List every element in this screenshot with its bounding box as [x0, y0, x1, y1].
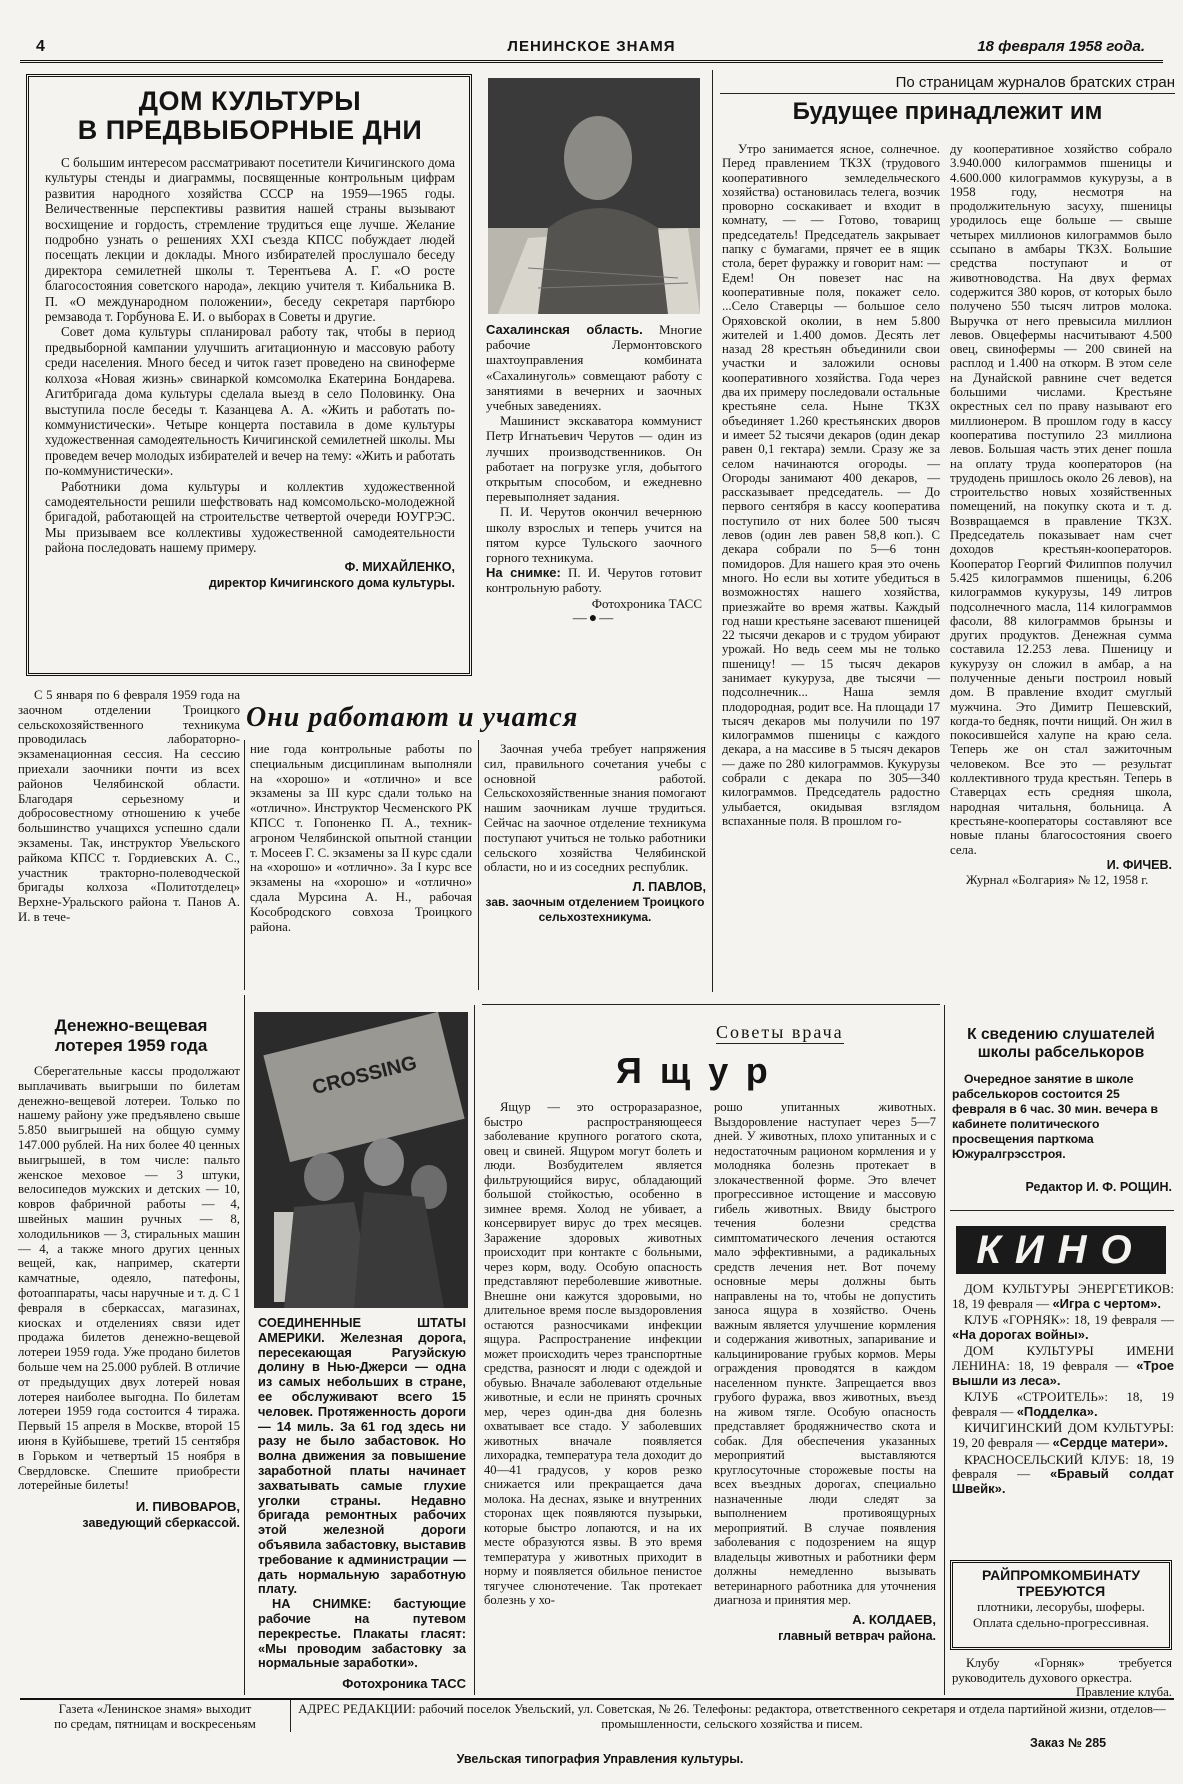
ad-title-2: ТРЕБУЮТСЯ	[1016, 1583, 1106, 1599]
paragraph: ние года контрольные работы по специальным дисциплинам выполняли на «хорошо» и «отлично» и все экзамены за III курс сдали только на «отлично». Инструктор Чесменского РК КПСС т. Гопоненко П. А., техник-агроном Челябинской опытной станции т. Мосеев Г. С. экзамены за II курс сдали на «хорошо» и «отлично». За I курс все экзамены на «хорошо» и «отлично» сдала Мурсина А. Н., рабочая Кособродского совхоза Троицкого района.	[250, 742, 472, 934]
footer-print: Увельская типография Управления культуры.	[456, 1752, 744, 1766]
cinema-dates: 18, 19 февраля —	[952, 1295, 1053, 1311]
paragraph: Работники дома культуры и коллектив художественной самодеятельности решили шефствовать над комсомольско-молодежной бригадой, работающей на строительстве четвертой очереди ЮУГРЭС. Мы призываем все коллективы художественной самодеятельности района последовать нашему примеру.	[45, 478, 455, 556]
club-notice	[952, 1656, 1172, 1700]
caption-text: Многие рабочие Лермонтовского шахтоуправления комбината «Сахалинуголь» совмещают работу с занятиями в вечерних и заочных учебных заведениях.	[486, 322, 703, 414]
issue-date: 18 февраля 1958 года.	[977, 38, 1145, 55]
paragraph: Заочная учеба требует напряжения сил, правильного сочетания учебы с основной работой. Сельскохозяйственные знания помогают нашим заочникам лучше трудиться. Сейчас на заочное отделение техникума поступают учиться не только работники сельского хозяйства Челябинской области, но и из соседних республик.	[484, 742, 706, 875]
doctor-kicker: Советы врача	[716, 1022, 844, 1042]
cinema-items	[952, 1282, 1174, 1496]
cinema-venue: ДОМ КУЛЬТУРЫ ЭНЕРГЕТИКОВ:	[964, 1281, 1174, 1296]
article-study-col1	[18, 688, 240, 925]
column-rule	[244, 740, 245, 990]
photo-strike-workers	[254, 1012, 468, 1308]
paragraph: ду кооперативное хозяйство собрало 3.940.000 килограммов пшеницы и 4.600.000 килограммов кукурузы, а в 1958 году, несмотря на продолжительную засуху, пшеницы уродилось еще больше — свыше четырех миллионов килограммов было ссыпано в амбары ТКЗХ. Большие средства поступают и от животноводства. На двух фермах содержится 380 коров, от которых было получено 550 тысяч литров молока. Выручка от него превысила миллион левов. Овцефермы насчитывают 4.500 овец, свинофермы — 200 свиней на расплод и 1.400 на откорм. В этом селе на Дунайской равнине счет ведется большими числами. Крестьяне окрестных сел по праву называют его миллионером. В прошлом году в кассу кооператива поступило 23 миллиона левов. Большая часть этих денег пошла на оплату труда кооператоров (на трудодень пришлось около 26 левов), на строительство новых хозяйственных помещений, на покупку скота и т. д. Возвращаемся в правление ТКЗХ. Председатель показывает нам счет доходов крестьян-кооператоров. Кооператор Георгий Филиппов получил 5.425 килограммов пшеницы, 6.206 килограммов кукурузы, 149 литров подсолнечного масла, 114 килограммов фасоли, 88 килограммов брынзы и других продуктов. Денежная сумма составила 12.253 лева. Пшеницу и кукурузу он сложил в амбар, а на полученные деньги построил новый дом. В правление входит смуглый мужчина. Это Димитр Пешевский, когда-то бедняк, почти нищий. Он жил в покосившейся халупе на краю села. Теперь же он стал зажиточным человеком. Все это — результат коллективного труда крестьян. Теперь в Ставерцах есть средняя школа, народная читальня, больница. А крестьяне-кооператоры составляют все новые планы благосостояния своего села.	[950, 142, 1172, 857]
photo-image	[488, 78, 700, 314]
separator: —●—	[572, 610, 616, 626]
cinema-film: «Бравый солдат Швейк».	[952, 1466, 1175, 1496]
photo-image	[254, 1012, 468, 1308]
article-title-study: Они работают и учатся	[246, 702, 579, 733]
paragraph: Ящур — это остроразаразное, быстро распространяющееся заболевание крупного рогатого скота, овец и свиней. Ящуром могут болеть и люди. Возбудителем является фильтрующийся вирус, обладающий большой стойкостью, особенно в зимнее время. Холод не убивает, а консервирует вирус до трех месяцев. Заражение здоровых животных происходит при контакте с больными, через корм, воду. Особую опасность представляют переболевшие животные. Внешне они кажутся здоровыми, но длительное время после выздоровления остаются разносчиками инфекции ящура. Распространение инфекции может происходить через транспортные средства, разносят и люди с одеждой и обувью. Вначале заболевают отдельные животные, и если не принять срочных мер, через один-два дня болезнь охватывает все стадо. У заболевших животных вначале появляется лихорадка, температура тела доходит до 40—41 градусов, у коров резко снижается или прекращается дача молока. На деснах, языке и внутренних сторонах щек появляются пузырьки, которые быстро лопаются, и на их месте образуются язвы. В это время температура у животных приходит в норму и появляется обильное пенистое тягучее слюнотечение. Так протекает болезнь у хо-	[484, 1100, 702, 1607]
article-future-col2	[950, 142, 1172, 887]
article-title: ДОМ КУЛЬТУРЫ	[138, 86, 362, 116]
paragraph: Совет дома культуры спланировал работу так, чтобы в период предвыборной кампании улучшить агитационную и массовую работу среди населения. Много бесед и читок газет проведено на свиноферме колхоза «Новая жизнь» свинаркой комсомолка Екатерина Бондарева. Агитбригада дома культуры сделала выезд в село Половинку. Она выступила после беседы т. Казанцева А. А. «Жить и работать по-коммунистически». Четыре концерта поставила в доме культуры художественная самодеятельность Кичигинской семилетней школы. Мы проведем вечер молодых избирателей и вечер на тему: «Жить и работать по-коммунистически».	[45, 324, 455, 479]
source-note: Журнал «Болгария» № 12, 1958 г.	[966, 872, 1149, 887]
cinema-film: «Подделка».	[1016, 1403, 1098, 1419]
cinema-venue: КЛУБ «СТРОИТЕЛЬ»:	[964, 1389, 1127, 1405]
cinema-dates: 18, 19 февраля —	[1017, 1357, 1137, 1373]
article-dom-kultury	[26, 74, 472, 676]
footer-line-2: по средам, пятницам и воскресеньям	[54, 1716, 256, 1731]
cinema-item	[952, 1344, 1174, 1388]
author-name: И. ФИЧЕВ.	[1106, 857, 1172, 872]
paragraph: рошо упитанных животных. Выздоровление наступает через 5—7 дней. У животных, плохо упитанных и с недостаточным рационом кормления и у молодняка болезнь протекает в злокачественной форме. Это влечет прогрессивное истощение и массовую гибель животных. Ввиду быстрого течения болезни средства симптоматического лечения остаются мало эффективными, а радикальных средств лечения нет. Вот почему основные меры должны быть направлены на то, чтобы не допустить заноса ящура в хозяйство. Очень важным является улучшение кормления и содержания животных, запаривание и кальцинирование грубых кормов. Меры ограждения проводятся в каждом населенном пункте. Запрещается ввоз грубого фуража, ввоз животных, въезд на живом тягле. Особую опасность представляет бродяжничество скота и собак. Для обеспечения указанных мероприятий выставляются круглосуточные сторожевые посты на всех въездных дорогах, специально назначенные люди следят за выполнением противоящурных мероприятий. В случае появления заболевания с подозрением на ящур владельцы животных и работники ферм должны немедленно вызывать ветеринарного работника для уточнения диагноза и принятия мер.	[714, 1100, 936, 1607]
lottery-title: Денежно-вещевая лотерея 1959 года	[54, 1016, 208, 1055]
cinema-film: «На дорогах войны».	[952, 1326, 1089, 1342]
club-sig: Правление клуба.	[1075, 1685, 1172, 1699]
editor-line: Редактор И. Ф. РОЩИН.	[1025, 1180, 1172, 1194]
paragraph: Сберегательные кассы продолжают выплачивать выигрыши по билетам денежно-вещевой лотереи. Только по нашему району уже предъявлено свыше 5.850 выигрышей на общую сумму 147.000 рублей. На них более 40 ценных выигрышей, в том числе: пальто женское меховое — 3 штуки, велосипедов мужских и детских — 10, ковров фабричной работы — 4, швейных машин ручных — 8, холодильников — 3, стиральных машин — 4, а также много других ценных вещей, как, например, скатерти камчатные, одеяло, патефоны, фотоаппараты, часы наручные и т. д. С 1 февраля в сберкассах, магазинах, киосках и отделениях связи идет продажа билетов денежно-вещевой лотереи 1959 года. Уже продано билетов больше чем на 25.000 рублей. В отличие от предыдущих двух лотерей новая лотерея наиболее выгодна. По билетам лотереи 1959 года состоится 4 тиража. Первый 15 апреля в Москве, второй 15 июня в Куйбышеве, третий 15 сентября в Горьком и четвертый 15 ноября в Свердловске. Спешите приобрести лотерейные билеты!	[18, 1064, 240, 1493]
photo-caption	[486, 322, 702, 626]
ad-title: РАЙПРОМКОМБИНАТУ	[981, 1567, 1141, 1583]
caption-text: СОЕДИНЕННЫЕ ШТАТЫ АМЕРИКИ. Железная дорога, пересекающая Рагуэйскую долину в Нью-Джерси — одна из самых небольших в стране, ее обслуживают всего 15 человек. Протяженность дороги — 14 миль. За 61 год здесь ни разу не было забастовок. Но волна движения за повышение заработной платы начинает захватывать самые глухие уголки страны. Недавно бригада ремонтных рабочих этой железной дороги объявила забастовку, выставив требование к администрации — дать нормальную заработную плату.	[258, 1315, 466, 1597]
column-rule	[474, 1005, 475, 1695]
column-rule	[244, 995, 245, 1695]
article-future	[720, 74, 1175, 132]
cinema-item	[952, 1313, 1174, 1342]
article-doctor-col2	[714, 1100, 936, 1644]
cinema-film: «Сердце матери».	[1052, 1434, 1169, 1450]
paragraph: Утро занимается ясное, солнечное. Перед правлением ТКЗХ (трудового кооперативного земледельческого хозяйства) остановилась телега, возчик проворно соскакивает и входит в комнату, — — Готово, товарищ председатель! Председатель закрывает папку с бумагами, прячет ее в ящик стола, берет фуражку и говорит нам: — Едем! Он повезет нас на кооперативные поля, покажет село. ...Село Ставерцы — большое село Оряховской околии, в нем 5.800 жителей и 1.400 домов. Десять лет назад 28 крестьян объединили свои участки и заложили основы кооперативного хозяйства. Года через два их примеру последовали остальные крестьяне села. Ныне ТКЗХ объединяет 1.260 крестьянских дворов и имеет 52 тысячи декаров (один декар равен 0,1 гектара) земли. Сразу же за селом начинаются огороды. — Огороды занимают 400 декаров, — рассказывает председатель. — До первого сентября в кассу кооператива поступило от них более 500 тысяч левов (один лев равен 58,8 коп.). С декара собрали по 5—6 тонн помидоров. Для нашего края это очень много. Но если вы хотите убедиться в возможностях нашего хозяйства, приезжайте во время жатвы. Каждый год наши крестьяне засевают пшеницей 22 тысячи декаров и с трудом убирают урожай. Но ведь сеем мы не только пшеницу! — 15 тысяч декаров занимает кукуруза, две тысячи — подсолнечник... Наша земля плодородная, родит все. На площади 17 тысяч декаров мы получили по 197 килограммов пшеницы с каждого декара, а на массиве в 5 тысяч декаров — даже по 280 килограммов. Кукурузы собрали с декара по 305—340 килограммов. Председатель радостно улыбается, окидывая взглядом вспаханные поля. В прошлом го-	[722, 142, 940, 828]
notice-title: К сведению слушателей школы рабселькоров	[967, 1026, 1155, 1061]
author-title: главный ветврач района.	[778, 1628, 936, 1643]
photo-excavator-driver	[488, 78, 700, 314]
cinema-logo	[956, 1226, 1166, 1274]
cinema-logo-text: КИНО	[976, 1228, 1146, 1272]
article-title-doctor: Ящур	[616, 1050, 786, 1091]
ad-text: плотники, лесорубы, шоферы.	[977, 1599, 1145, 1614]
ad-text-2: Оплата сдельно-прогрессивная.	[973, 1615, 1149, 1630]
cinema-film: «Игра с чертом».	[1052, 1295, 1162, 1311]
column-rule	[478, 740, 479, 990]
cinema-venue: КИЧИГИНСКИЙ ДОМ КУЛЬТУРЫ:	[964, 1420, 1174, 1436]
article-doctor-col1	[484, 1100, 702, 1608]
article-study-col3	[484, 742, 706, 925]
newspaper-name: ЛЕНИНСКОЕ ЗНАМЯ	[507, 38, 676, 55]
section-rule	[950, 1210, 1174, 1211]
column-rule	[712, 70, 713, 992]
cinema-item	[952, 1390, 1174, 1419]
paragraph: С 5 января по 6 февраля 1959 года на заочном отделении Троицкого сельскохозяйственного техникума проводилась лабораторно-экзаменационная сессия. На сессию приехали заочники почти из всех районов Челябинской области. Благодаря серьезному и добросовестному отношению к учебе большинство учащихся успешно сдали экзамены. Так, инструктор Увельского райкома КПСС т. Гордиевских А. С., участник тракторно-полеводческой бригады колхоза «Политотделец» Верхне-Уральского района т. Панов А. И. в тече-	[18, 688, 240, 924]
caption-text-2: Машинист экскаватора коммунист Петр Игнатьевич Черутов — один из лучших производственников. Он работает на погрузке угля, добытого открытым способом, и ежедневно перевыполняет задания.	[486, 413, 702, 505]
column-rule	[944, 1005, 945, 1695]
author-title: директор Кичигинского дома культуры.	[208, 575, 455, 590]
cinema-item	[952, 1453, 1174, 1497]
cinema-item	[952, 1421, 1174, 1450]
cinema-venue: КРАСНОСЕЛЬСКИЙ КЛУБ:	[964, 1451, 1137, 1467]
author-name: Ф. МИХАЙЛЕНКО,	[344, 559, 455, 574]
club-text: Клубу «Горняк» требуется руководитель духового оркестра.	[952, 1656, 1172, 1685]
article-study-col2	[250, 742, 472, 934]
author-name: Л. ПАВЛОВ,	[632, 880, 706, 895]
cinema-dates: 19, 20 февраля —	[952, 1434, 1053, 1450]
notice-text: Очередное занятие в школе рабселькоров состоится 25 февраля в 6 час. 30 мин. вечера в кабинете политического просвещения парткома Южуралгрэсстроя.	[952, 1072, 1159, 1161]
article-body	[45, 155, 455, 556]
article-title: Будущее принадлежит им	[792, 98, 1103, 125]
photo-caption-2	[258, 1316, 466, 1692]
photo-credit: Фотохроника ТАСС	[342, 1676, 466, 1692]
article-kicker: По страницам журналов братских стран	[720, 74, 1175, 94]
cinema-list	[952, 1282, 1174, 1498]
article-future-col1	[722, 142, 940, 828]
caption-text-2: НА СНИМКЕ: бастующие рабочие на путевом перекрестье. Плакаты гласят: «Мы проводим забастовку за нормальные заработки».	[258, 1596, 466, 1671]
article-title-line2: В ПРЕДВЫБОРНЫЕ ДНИ	[77, 115, 423, 145]
cinema-dates: 18, 19 февраля —	[952, 1389, 1174, 1419]
ad-box	[950, 1560, 1172, 1650]
page-header	[20, 38, 1163, 60]
footer-order: Заказ № 285	[1030, 1736, 1107, 1750]
photo-credit: Фотохроника ТАСС	[591, 595, 702, 611]
article-lottery	[18, 1064, 240, 1531]
page-number: 4	[36, 38, 45, 55]
author-title: зав. заочным отделением Троицкого сельхозтехникума.	[485, 895, 705, 924]
author-title: заведующий сберкассой.	[82, 1516, 240, 1531]
cinema-item	[952, 1282, 1174, 1311]
caption-lead: Сахалинская область.	[486, 322, 643, 337]
caption-text-3: П. И. Черутов окончил вечернюю школу взрослых и теперь учится на пятом курсе Тульского заочного горного техникума.	[486, 504, 702, 566]
header-rule	[20, 60, 1163, 63]
footer-address: АДРЕС РЕДАКЦИИ: рабочий поселок Увельский, ул. Советская, № 26. Телефоны: редактора, ответственного секретаря и отдела партийной жизни, отделов—промышленности, сельского хозяйства и писем.	[298, 1702, 1166, 1731]
footer-rule	[20, 1698, 1174, 1700]
cinema-venue: ДОМ КУЛЬТУРЫ ИМЕНИ ЛЕНИНА:	[952, 1343, 1174, 1373]
caption-lead-2: На снимке:	[486, 565, 561, 581]
column-rule	[290, 1700, 291, 1732]
paragraph: С большим интересом рассматривают посетители Кичигинского дома культуры стенды и диаграммы, посвященные контрольным цифрам развития народного хозяйства СССР на 1959—1965 годы. Величественные перспективы развития нашей страны вызывают восхищение и гордость, стремление трудиться еще лучше. Желание подробно узнать о решениях XXI съезда КПСС побуждает людей посещать лекции и доклады. Много избирателей прослушало беседу директора семилетней школы т. Терентьева А. Г. «О росте благосостояния советского народа», лекцию учителя т. Кибальника В. П. «О международном положении», беседу секретаря партбюро ремзавода т. Горбунова Е. И. о выборах в Советы и другие.	[45, 155, 455, 325]
author-name: И. ПИВОВАРОВ,	[135, 1499, 240, 1515]
cinema-dates: 18, 19 февраля —	[1073, 1312, 1174, 1328]
cinema-venue: КЛУБ «ГОРНЯК»:	[964, 1312, 1074, 1328]
cinema-dates: 18, 19 февраля —	[952, 1451, 1175, 1482]
footer-line: Газета «Ленинское знамя» выходит	[58, 1702, 252, 1716]
author-name: А. КОЛДАЕВ,	[852, 1611, 936, 1627]
sign-text: CROSSING	[310, 1051, 420, 1100]
caption-text-4: П. И. Черутов готовит контрольную работу.	[486, 565, 702, 596]
footer-left	[24, 1702, 286, 1731]
cinema-film: «Трое вышли из леса».	[952, 1357, 1174, 1388]
section-rule	[482, 1004, 940, 1005]
